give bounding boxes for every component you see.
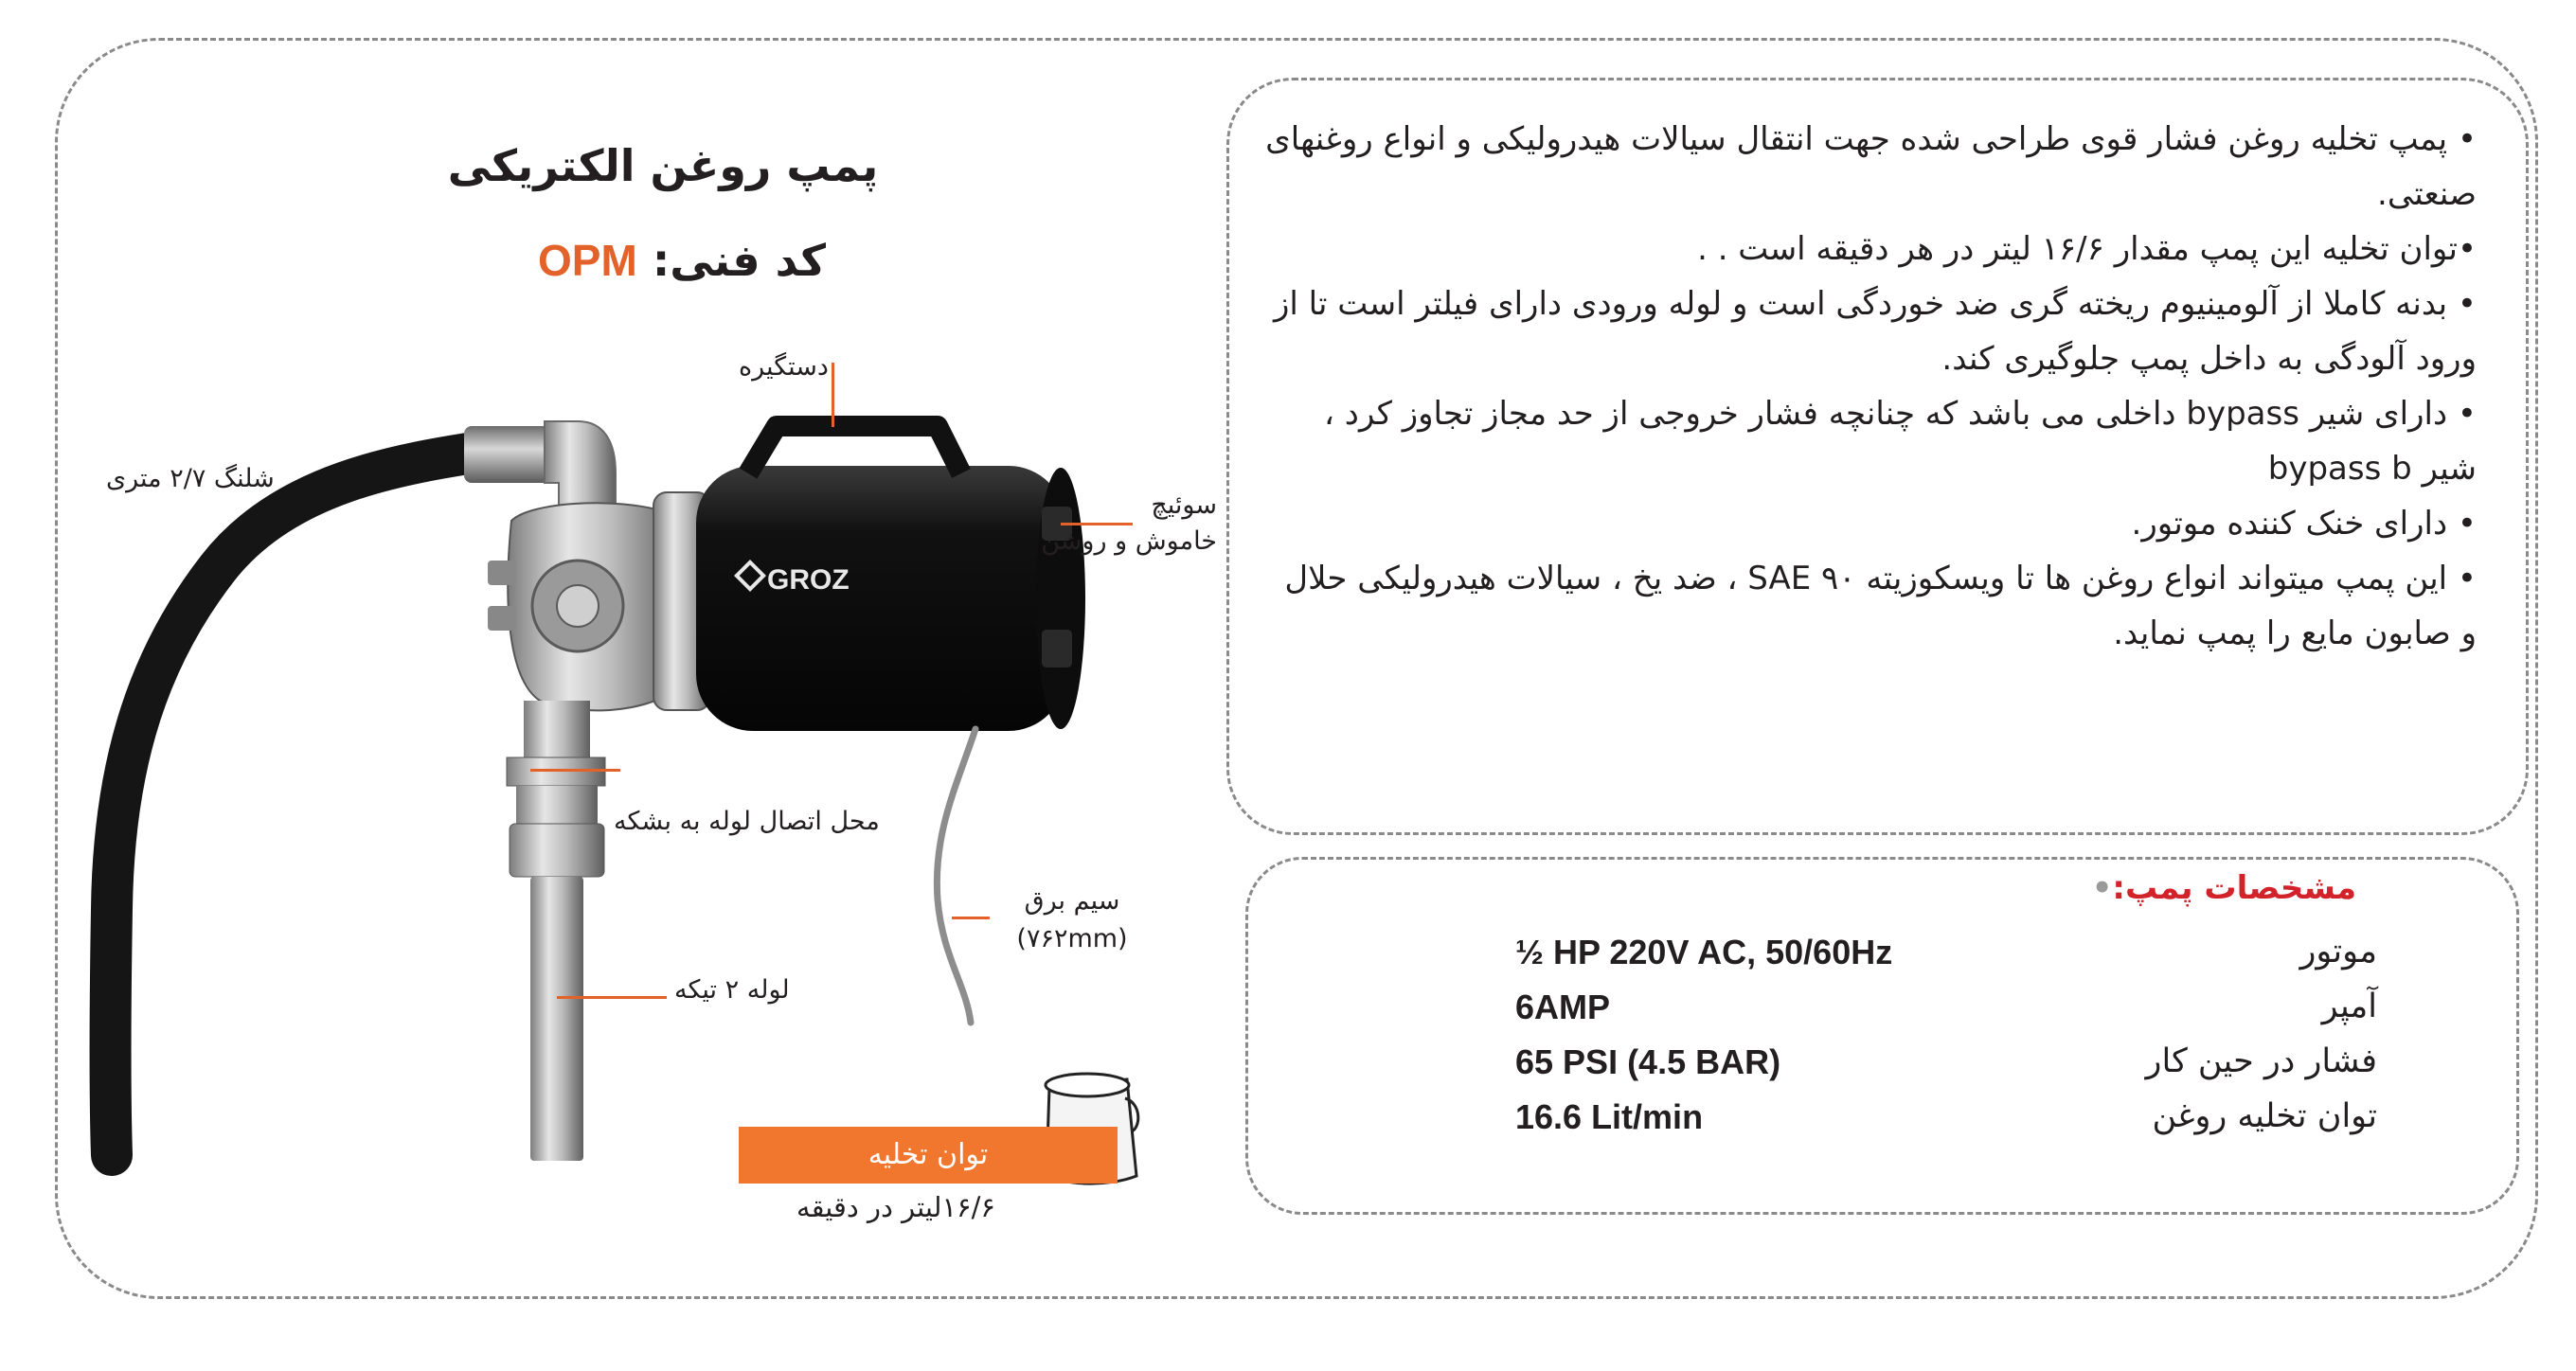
power-cable bbox=[937, 729, 975, 1023]
switch-label-line2: خاموش و روشن bbox=[1041, 526, 1217, 556]
description-item: •توان تخلیه این پمپ مقدار ۱۶/۶ لیتر در هر دقیقه است . . bbox=[1697, 230, 2477, 268]
specs-table bbox=[1496, 933, 2377, 1152]
hose-label: شلنگ ۲/۷ متری bbox=[106, 464, 275, 493]
product-title: پمپ روغن الکتریکی bbox=[447, 140, 879, 191]
tube-callout-line bbox=[557, 996, 667, 999]
cable-label bbox=[987, 882, 1157, 958]
spec-label: موتور bbox=[2299, 933, 2377, 970]
cable-label-line2: (۷۶۲mm) bbox=[1016, 924, 1128, 953]
spec-value: ½ HP 220V AC, 50/60Hz bbox=[1515, 933, 1893, 971]
spec-label: آمپر bbox=[2321, 988, 2377, 1025]
lower-tube bbox=[530, 877, 583, 1161]
description-item: • این پمپ میتواند انواع روغن ها تا ویسکوزیته SAE ۹۰ ، ضد یخ ، سیالات هیدرولیکی حلال و صابون مایع را پمپ نماید. bbox=[1284, 560, 2477, 652]
description-list bbox=[1260, 112, 2477, 661]
description-item: • پمپ تخلیه روغن فشار قوی طراحی شده جهت انتقال سیالات هیدرولیکی و انواع روغنهای صنعتی. bbox=[1265, 120, 2477, 213]
hose bbox=[111, 450, 493, 1155]
code-value: OPM bbox=[538, 236, 637, 285]
drum-connector bbox=[507, 757, 605, 786]
switch-label-line1: سوئیچ bbox=[1151, 490, 1217, 520]
handle-label: دستگیره bbox=[739, 352, 829, 382]
spec-value: 16.6 Lit/min bbox=[1515, 1097, 1704, 1136]
discharge-rate-value: ۱۶/۶لیتر در دقیقه bbox=[796, 1191, 995, 1223]
spec-row-pressure bbox=[1496, 1042, 2377, 1097]
groz-logo: GROZ bbox=[767, 564, 850, 596]
bullet-icon: • bbox=[2091, 869, 2113, 907]
switch-label bbox=[1037, 488, 1217, 560]
handle-callout-line bbox=[832, 363, 834, 427]
code-label: کد فنی: bbox=[652, 235, 826, 286]
spec-row-amp bbox=[1496, 988, 2377, 1042]
discharge-rate-badge: توان تخلیه bbox=[739, 1127, 1118, 1184]
cable-callout-line bbox=[952, 917, 990, 919]
spec-value: 65 PSI (4.5 BAR) bbox=[1515, 1042, 1781, 1081]
description-item: • بدنه کاملا از آلومینیوم ریخته گری ضد خوردگی است و لوله ورودی دارای فیلتر است تا از ورود آلودگی به داخل پمپ جلوگیری کند. bbox=[1273, 285, 2477, 378]
spec-row-motor bbox=[1496, 933, 2377, 988]
connection-callout-line bbox=[530, 769, 620, 772]
cable-label-line1: سیم برق bbox=[1024, 886, 1120, 916]
description-item: • دارای خنک کننده موتور. bbox=[2131, 505, 2477, 543]
spec-row-flow bbox=[1496, 1097, 2377, 1152]
tube-label: لوله ۲ تیکه bbox=[674, 975, 790, 1005]
connection-label: محل اتصال لوله به بشکه bbox=[614, 807, 880, 836]
description-item: • دارای شیر bypass داخلی می باشد که چنانچه فشار خروجی از حد مجاز تجاوز کرد ، شیر bypass b bbox=[1324, 395, 2477, 488]
motor-body bbox=[696, 466, 1065, 731]
spec-label: فشار در حین کار bbox=[2145, 1042, 2377, 1080]
spec-label: توان تخلیه روغن bbox=[2152, 1097, 2377, 1135]
spec-value: 6AMP bbox=[1515, 988, 1611, 1026]
specs-heading bbox=[2055, 869, 2356, 907]
hose-fitting bbox=[464, 426, 554, 483]
specs-heading-text: مشخصات پمپ: bbox=[2112, 869, 2356, 907]
